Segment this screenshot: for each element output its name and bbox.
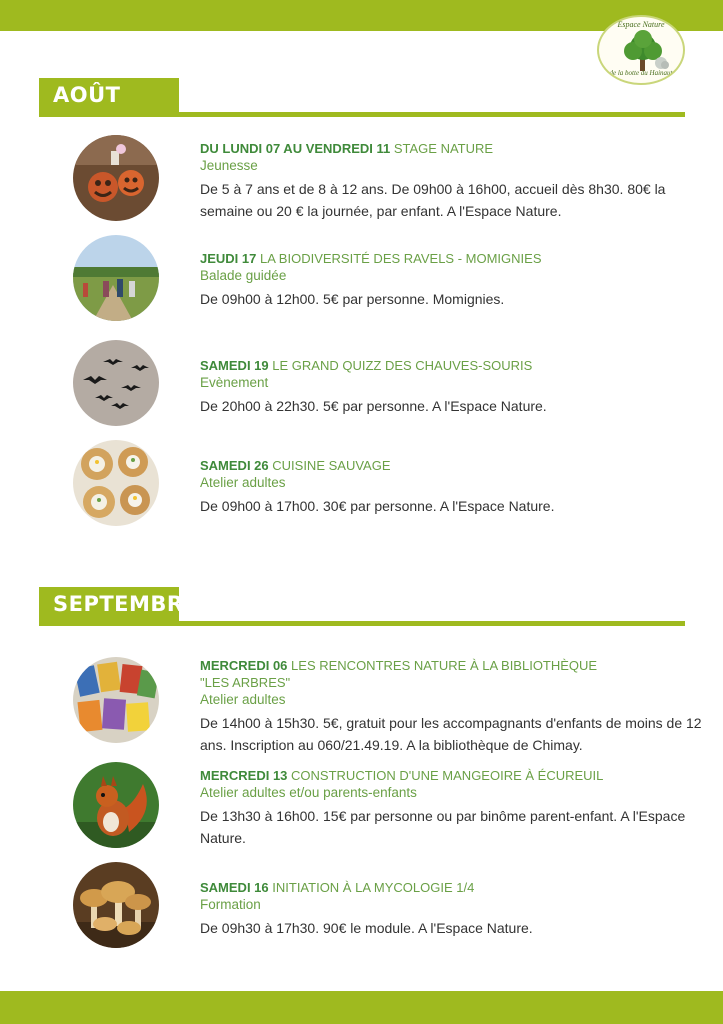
- bats-photo: [73, 340, 159, 426]
- event-name-line2: "LES ARBRES": [200, 675, 291, 690]
- books-photo: [73, 657, 159, 743]
- event-name: INITIATION À LA MYCOLOGIE 1/4: [272, 880, 475, 895]
- logo-top-text: Espace Nature: [617, 20, 665, 29]
- event-category: Atelier adultes et/ou parents-enfants: [200, 785, 417, 800]
- event-name: LES RENCONTRES NATURE À LA BIBLIOTHÈQUE: [291, 658, 598, 673]
- event-description: De 09h00 à 12h00. 5€ par personne. Momignies.: [200, 291, 505, 307]
- event-description: De 13h30 à 16h00. 15€ par personne ou par binôme parent-enfant. A l'Espace Nature.: [200, 808, 686, 846]
- event-date: SAMEDI 16: [200, 880, 269, 895]
- event-description: De 20h00 à 22h30. 5€ par personne. A l'Espace Nature.: [200, 398, 547, 414]
- event-category: Balade guidée: [200, 268, 287, 283]
- event-title: [200, 879, 715, 896]
- event-title: [200, 657, 715, 674]
- walkers-photo: [73, 235, 159, 321]
- logo-bottom-text: de la botte du Hainaut: [609, 69, 673, 77]
- event-category: Atelier adultes: [200, 475, 286, 490]
- section-rule: [39, 112, 685, 117]
- section-rule: [39, 621, 685, 626]
- event-title: [200, 140, 715, 157]
- event-date: SAMEDI 26: [200, 458, 269, 473]
- event-title: [200, 250, 715, 267]
- bottom-band: [0, 991, 723, 1024]
- section-header-aout: [39, 78, 685, 120]
- event-description: De 09h00 à 17h00. 30€ par personne. A l'Espace Nature.: [200, 498, 555, 514]
- event-category: Formation: [200, 897, 261, 912]
- event-description: De 5 à 7 ans et de 8 à 12 ans. De 09h00 à 16h00, accueil dès 8h30. 80€ la semaine ou 20 € la journée, par enfant. A l'Espace Nature.: [200, 181, 666, 219]
- mushrooms-photo: [73, 862, 159, 948]
- event-description: De 09h30 à 17h30. 90€ le module. A l'Espace Nature.: [200, 920, 533, 936]
- event-date: JEUDI 17: [200, 251, 257, 266]
- event-category: Evènement: [200, 375, 269, 390]
- event-name: STAGE NATURE: [393, 141, 494, 156]
- section-title: SEPTEMBRE: [39, 587, 179, 621]
- espace-nature-logo: [597, 15, 685, 85]
- event-date: MERCREDI 06: [200, 658, 288, 673]
- section-title: AOÛT: [39, 78, 179, 112]
- event-date: DU LUNDI 07 AU VENDREDI 11: [200, 141, 391, 156]
- squirrel-photo: [73, 762, 159, 848]
- event-date: SAMEDI 19: [200, 358, 269, 373]
- event-title: [200, 457, 715, 474]
- event-name: CONSTRUCTION D'UNE MANGEOIRE À ÉCUREUIL: [291, 768, 604, 783]
- event-title: [200, 357, 715, 374]
- pumpkin-faces-photo: [73, 135, 159, 221]
- event-title: [200, 767, 715, 784]
- section-header-septembre: [39, 587, 685, 629]
- event-category: Jeunesse: [200, 158, 258, 173]
- event-name: CUISINE SAUVAGE: [272, 458, 391, 473]
- event-name: LA BIODIVERSITÉ DES RAVELS - MOMIGNIES: [260, 251, 542, 266]
- event-name: LE GRAND QUIZZ DES CHAUVES-SOURIS: [272, 358, 533, 373]
- wild-food-photo: [73, 440, 159, 526]
- event-category: Atelier adultes: [200, 692, 286, 707]
- event-description: De 14h00 à 15h30. 5€, gratuit pour les accompagnants d'enfants de moins de 12 ans. Inscription au 060/21.49.19. A la bibliothèque de Chimay.: [200, 715, 702, 753]
- event-date: MERCREDI 13: [200, 768, 288, 783]
